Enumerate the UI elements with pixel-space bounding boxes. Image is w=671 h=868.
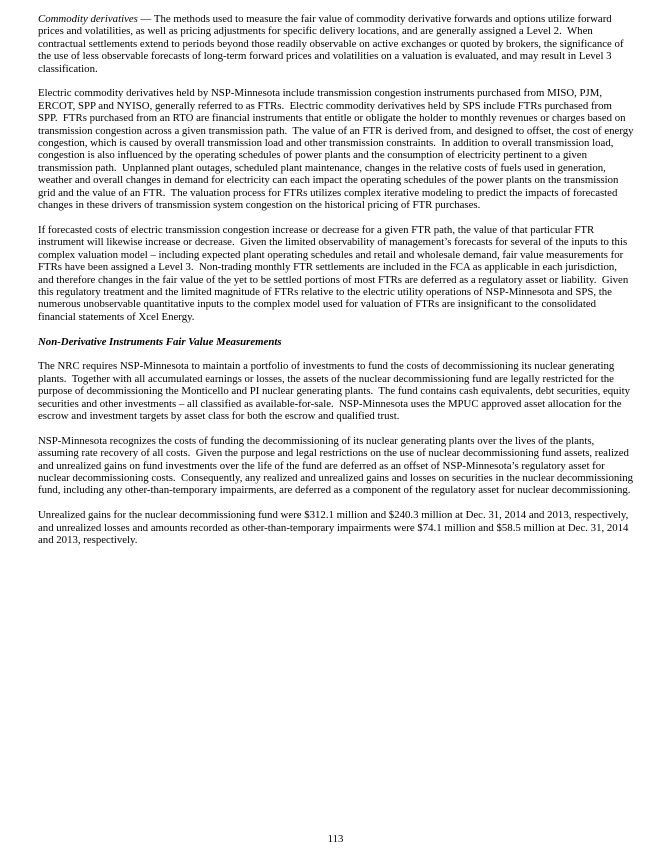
paragraph-lead-term: Commodity derivatives xyxy=(38,13,138,25)
paragraph-dash: — xyxy=(137,13,154,25)
section-heading-non-derivative-instruments: Non-Derivative Instruments Fair Value Measurements xyxy=(38,335,282,348)
paragraph-forecasted-costs: If forecasted costs of electric transmission congestion increase or decrease for a given FTR path, the value of that particular FTR instrument will likewise increase or decrease. Given the limited observability of management’s forecasts for several of the inputs to this complex valuation model – including expected plant operating schedules and retail and wholesale demand, fair value measurements for FTRs have been assigned a Level 3. Non-trading monthly FTR settlements are included in the FCA as applicable in each jurisdiction, and therefore changes in the fair value of the yet to be settled portions of most FTRs are deferred as a regulatory asset or liability. Given this regulatory treatment and the limited magnitude of FTRs relative to the electric utility operations of NSP-Minnesota and SPS, the numerous unobservable quantitative inputs to the complex model used for valuation of FTRs are insignificant to the consolidated financial statements of Xcel Energy. xyxy=(38,223,631,323)
paragraph-nrc-requirements: The NRC requires NSP-Minnesota to maintain a portfolio of investments to fund the costs of decommissioning its nuclear generating plants. Together with all accumulated earnings or losses, the assets of the nuclear decommissioning fund are legally restricted for the purpose of decommissioning the Monticello and PI nuclear generating plants. The fund contains cash equivalents, debt securities, equity securities and other investments – all classified as available-for-sale. NSP-Minnesota uses the MPUC approved asset allocation for the escrow and investment targets by asset class for both the escrow and qualified trust. xyxy=(38,360,633,422)
page-number: 113 xyxy=(327,832,344,845)
paragraph-unrealized-gains: Unrealized gains for the nuclear decommissioning fund were $312.1 million and $240.3 million at Dec. 31, 2014 and 2013, respectively, and unrealized losses and amounts recorded as other-than-temporary impairments were $74.1 million and $58.5 million at Dec. 31, 2014 and 2013, respectively. xyxy=(38,509,632,546)
paragraph-electric-commodity-derivatives: Electric commodity derivatives held by NSP-Minnesota include transmission congestion instruments purchased from MISO, PJM, ERCOT, SPP and NYISO, generally referred to as FTRs. Electric commodity derivatives held by SPS include FTRs purchased from SPP. FTRs purchased from an RTO are financial instruments that entitle or obligate the holder to monthly revenues or charges based on transmission congestion across a given transmission path. The value of an FTR is derived from, and designed to offset, the cost of energy congestion, which is caused by overall transmission load and other transmission constraints. In addition to overall transmission load, congestion is also influenced by the operating schedules of power plants and the consumption of electricity pertinent to a given transmission path. Unplanned plant outages, scheduled plant maintenance, changes in the relative costs of fuels used in generation, weather and overall changes in demand for electricity can each impact the operating schedules of the power plants on the transmission grid and the value of an FTR. The valuation process for FTRs utilizes complex iterative modeling to predict the impacts of forecasted changes in these drivers of transmission system congestion on the historical pricing of FTR purchases. xyxy=(38,87,637,212)
paragraph-commodity-derivatives xyxy=(38,13,634,75)
paragraph-body-text: The methods used to measure the fair value of commodity derivative forwards and options utilize forward prices and volatilities, as well as pricing adjustments for specific delivery locations, and are generally assigned a Level 2. When contractual settlements extend to periods beyond those readily observable on active exchanges or quoted by brokers, the significance of the use of less observable forecasts of long-term forward prices and volatilities on a valuation is evaluated, and may result in Level 3 classification. xyxy=(38,13,627,75)
paragraph-decommissioning-costs: NSP-Minnesota recognizes the costs of funding the decommissioning of its nuclear generating plants over the lives of the plants, assuming rate recovery of all costs. Given the purpose and legal restrictions on the use of nuclear decommissioning fund assets, realized and unrealized gains on fund investments over the life of the fund are deferred as an offset of NSP-Minnesota’s regulatory asset for nuclear decommissioning costs. Consequently, any realized and unrealized gains and losses on securities in the nuclear decommissioning fund, including any other-than-temporary impairments, are deferred as a component of the regulatory asset for nuclear decommissioning. xyxy=(38,434,636,497)
